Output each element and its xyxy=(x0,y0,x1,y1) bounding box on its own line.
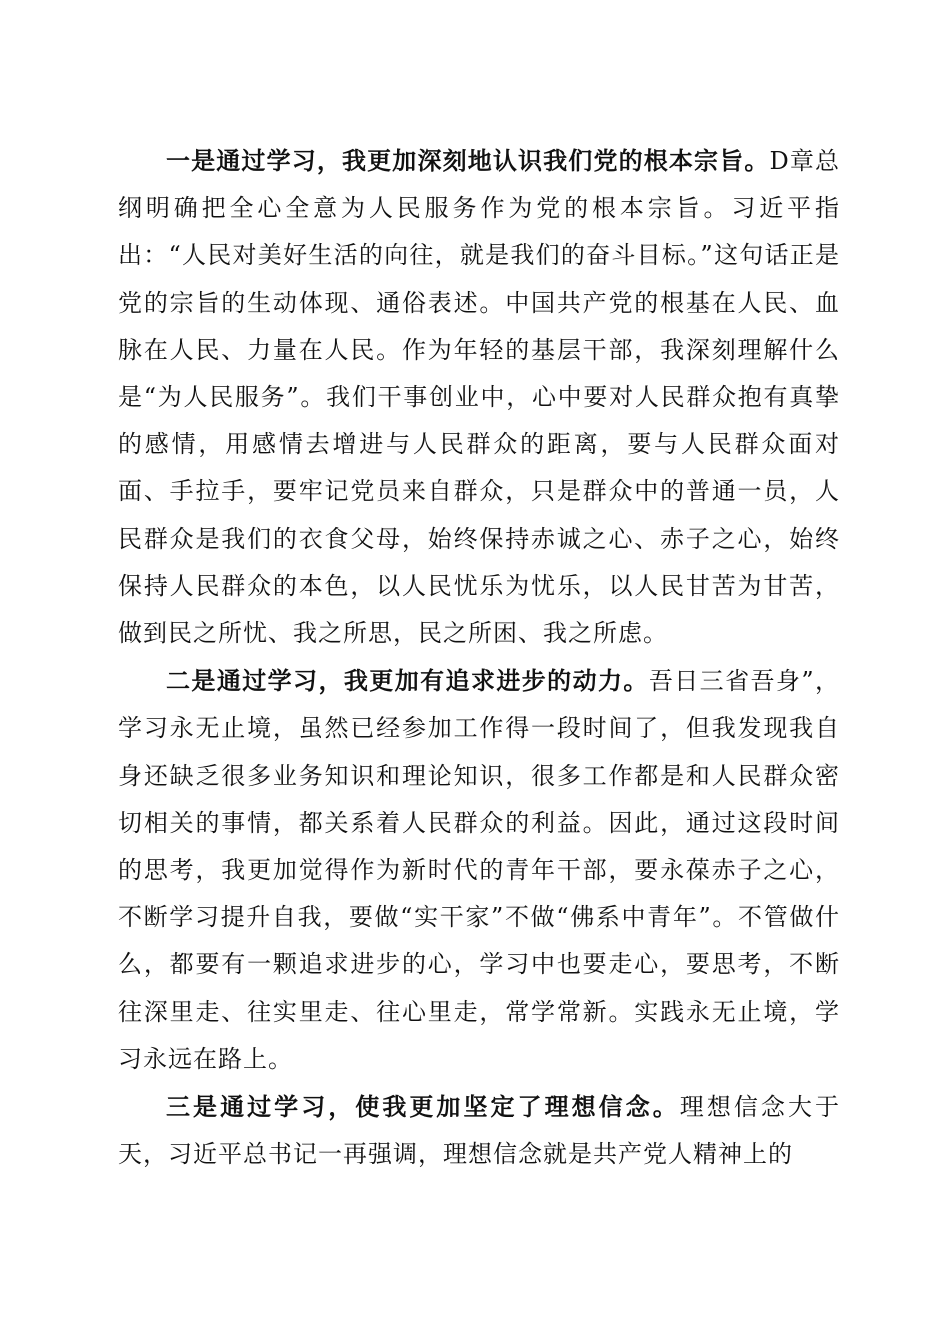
paragraph-3 xyxy=(118,1083,840,1178)
paragraph-1 xyxy=(118,137,840,657)
paragraph-1-body: D章总纲明确把全心全意为人民服务作为党的根本宗旨。习近平指出：“人民对美好生活的向往，就是我们的奋斗目标。”这句话正是党的宗旨的生动体现、通俗表述。中国共产党的根基在人民、血脉在人民、力量在人民。作为年轻的基层干部，我深刻理解什么是“为人民服务”。我们干事创业中，心中要对人民群众抱有真挚的感情，用感情去增进与人民群众的距离，要与人民群众面对面、手拉手，要牢记党员来自群众，只是群众中的普通一员，人民群众是我们的衣食父母，始终保持赤诚之心、赤子之心，始终保持人民群众的本色，以人民忧乐为忧乐，以人民甘苦为甘苦，做到民之所忧、我之所思，民之所困、我之所虑。 xyxy=(118,147,840,648)
paragraph-3-lead: 三是通过学习，使我更加坚定了理想信念。 xyxy=(166,1092,680,1122)
paragraph-2-body: 吾日三省吾身”，学习永无止境，虽然已经参加工作得一段时间了，但我发现我自身还缺乏很多业务知识和理论知识，很多工作都是和人民群众密切相关的事情，都关系着人民群众的利益。因此，通过这段时间的思考，我更加觉得作为新时代的青年干部，要永葆赤子之心，不断学习提升自我，要做“实干家”不做“佛系中青年”。不管做什么，都要有一颗追求进步的心，学习中也要走心，要思考，不断往深里走、往实里走、往心里走，常学常新。实践永无止境，学习永远在路上。 xyxy=(118,667,840,1073)
paragraph-1-lead: 一是通过学习，我更加深刻地认识我们党的根本宗旨。 xyxy=(166,146,770,175)
paragraph-3-body: 理想信念大于天，习近平总书记一再强调，理想信念就是共产党人精神上的 xyxy=(118,1093,841,1169)
paragraph-2 xyxy=(118,657,840,1083)
paragraph-2-lead: 二是通过学习，我更加有追求进步的动力。 xyxy=(166,666,649,696)
document-body xyxy=(118,137,840,1178)
